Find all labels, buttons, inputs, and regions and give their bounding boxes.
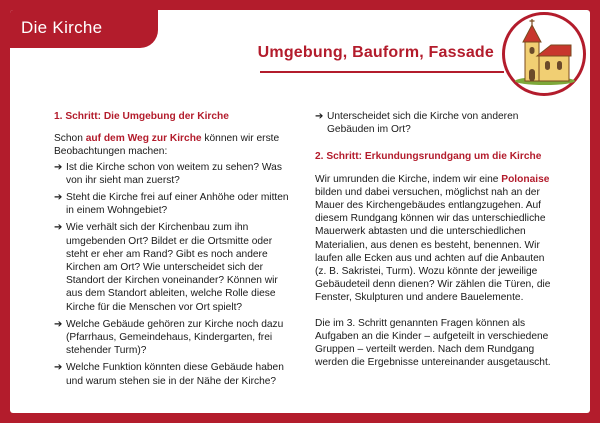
subtitle-divider <box>260 71 504 73</box>
walk-highlight: Polonaise <box>501 173 550 185</box>
list-item-text: Wie verhält sich der Kirchenbau zum ihn umgebenden Ort? Bildet er die Ortsmitte oder steht er eher am Rand? Gibt es noch andere Kirchen am Ort? Wie unterscheidet sich der Standort der Kirchen voneinander? Können wir aus dem Standort ableiten, welche Rolle diese Kirche für die Menschen vor Ort spielt? <box>66 222 278 313</box>
list-item <box>54 318 296 358</box>
walk-text: Wir umrunden die Kirche, indem wir eine <box>315 173 502 185</box>
church-emblem <box>502 12 586 96</box>
list-item-text: Unterscheidet sich die Kirche von anderen Gebäuden im Ort? <box>327 111 519 136</box>
arrow-right-icon: ➔ <box>54 362 63 374</box>
step-1-heading: 1. Schritt: Die Umgebung der Kirche <box>54 111 229 122</box>
arrow-right-icon: ➔ <box>54 192 63 204</box>
intro-text-end: können wir erste Beobachtungen machen: <box>54 133 280 158</box>
list-item-text: Ist die Kirche schon von weitem zu sehen? Was von ihr sieht man zuerst? <box>66 161 282 186</box>
list-item-text: Steht die Kirche frei auf einer Anhöhe oder mitten in einem Wohngebiet? <box>66 192 289 217</box>
list-item-text: Welche Funktion könnten diese Gebäude haben und warum stehen sie in der Nähe der Kirche? <box>66 362 284 387</box>
arrow-right-icon: ➔ <box>54 161 63 173</box>
right-column <box>315 110 555 371</box>
list-item <box>315 110 555 136</box>
arrow-right-icon: ➔ <box>54 318 63 330</box>
intro-paragraph <box>54 132 296 158</box>
walk-paragraph <box>315 173 555 305</box>
spacer <box>315 140 555 150</box>
list-item <box>54 191 296 217</box>
left-column <box>54 110 296 392</box>
church-icon <box>505 15 583 93</box>
list-item <box>54 221 296 313</box>
list-item <box>54 161 296 187</box>
section-subtitle: Umgebung, Bauform, Fassade <box>257 44 494 61</box>
closing-paragraph: Die im 3. Schritt genannten Fragen können als Aufgaben an die Kinder – aufgeteilt in verschiedene Gruppen – verteilt werden. Nach dem Rundgang werden die Ergebnisse untereinander ausgetauscht. <box>315 317 551 369</box>
spacer <box>315 307 555 317</box>
arrow-right-icon: ➔ <box>315 111 324 122</box>
arrow-right-icon: ➔ <box>54 222 63 234</box>
title-tab <box>10 10 158 48</box>
list-item-text: Welche Gebäude gehören zur Kirche noch dazu (Pfarrhaus, Gemeindehaus, Kindergarten, frei stehender Turm)? <box>66 318 284 357</box>
step-2-heading: 2. Schritt: Erkundungsrundgang um die Kirche <box>315 151 542 163</box>
walk-text-end: bilden und dabei versuchen, möglichst nah an der Mauer des Kirchengebäudes entlangzugehen. Auf diesem Rundgang können wir das unterschiedliche Mauerwerk abtasten und die unterschiedlichen Materialien, aus denen es besteht, benennen. Wir laufen alle Ecken aus und achten auf die Anbauten (z. B. Sakristei, Turm). Wozu könnte der jeweilige Gebäudeteil denn dienen? Wir zählen die Türen, die Fenster, Skulpturen und andere Bauelemente. <box>315 186 551 304</box>
list-item <box>54 361 296 387</box>
info-card <box>10 10 590 413</box>
intro-highlight: auf dem Weg zur Kirche <box>85 133 202 145</box>
intro-text: Schon <box>54 133 86 145</box>
page-title: Die Kirche <box>21 18 103 37</box>
